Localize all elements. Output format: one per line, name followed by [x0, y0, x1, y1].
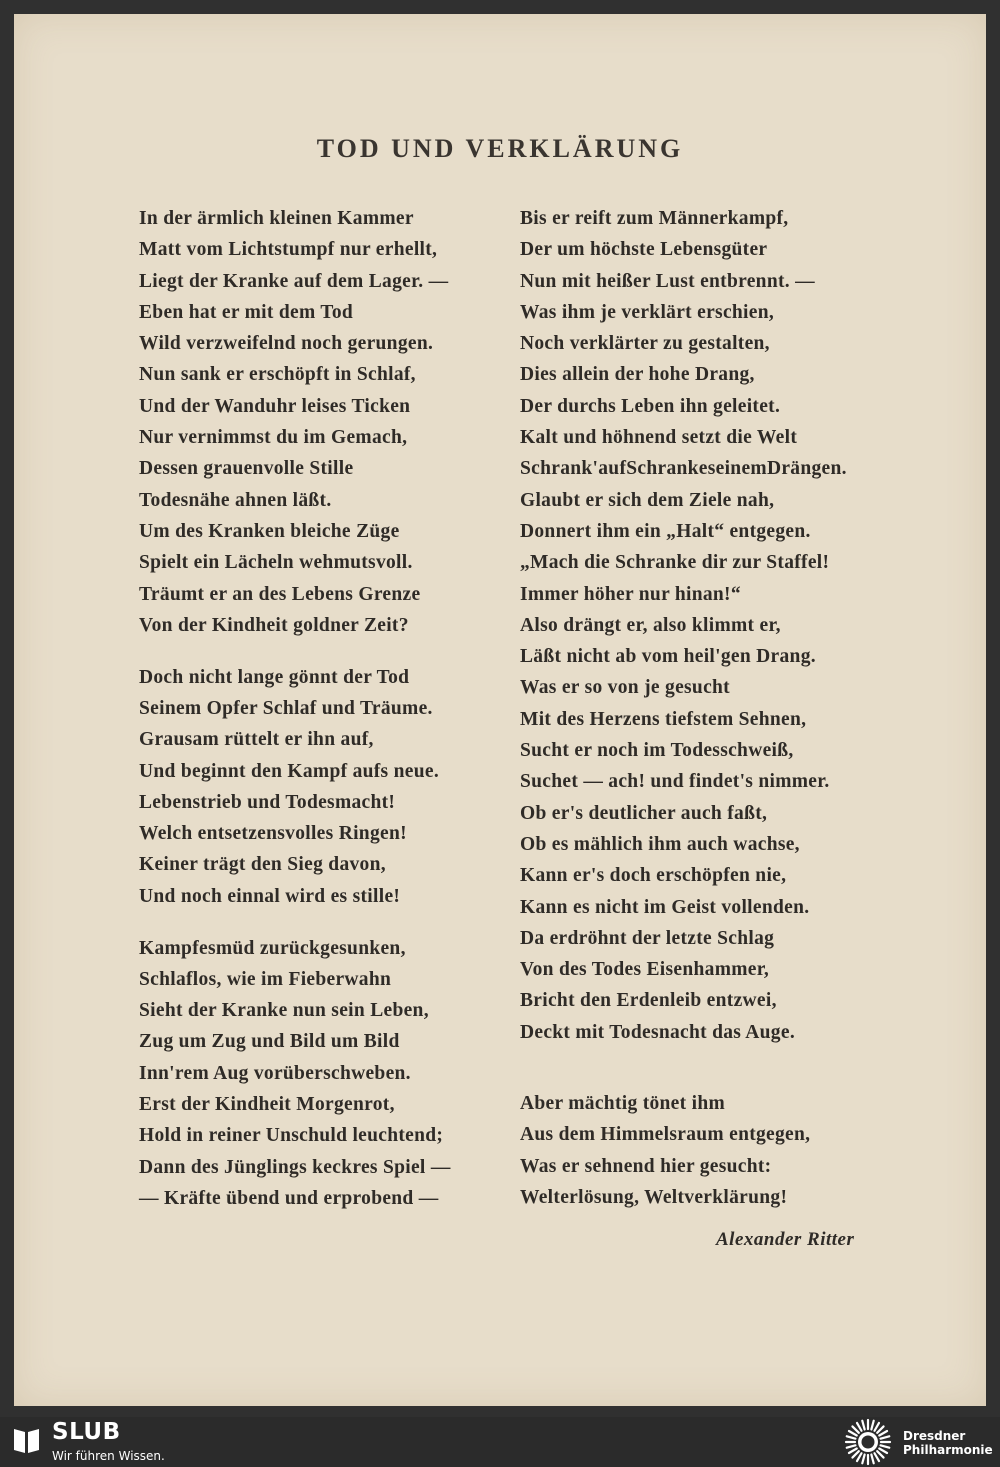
- slub-tagline: Wir führen Wissen.: [52, 1449, 165, 1463]
- poem-line: Da erdröhnt der letzte Schlag: [520, 927, 775, 949]
- sunburst-ray: [877, 1451, 883, 1457]
- poem-line: Todesnähe ahnen läßt.: [139, 489, 332, 511]
- poem-line: Der um höchste Lebensgüter: [520, 239, 768, 261]
- footer-bar: [0, 1417, 1000, 1467]
- slub-book-icon[interactable]: [12, 1425, 42, 1455]
- poem-line: Erst der Kindheit Morgenrot,: [139, 1094, 395, 1116]
- poem-line: Donnert ihm ein „Halt“ entgegen.: [520, 520, 811, 542]
- stanza-gap: [139, 912, 451, 933]
- poem-line: Von der Kindheit goldner Zeit?: [139, 614, 409, 636]
- poem-line: Aus dem Himmelsraum entgegen,: [520, 1124, 811, 1146]
- sunburst-ray: [875, 1453, 880, 1461]
- sunburst-ray: [852, 1451, 858, 1457]
- poem-line: Läßt nicht ab vom heil'gen Drang.: [520, 646, 816, 668]
- poem-line: Doch nicht lange gönnt der Tod: [139, 666, 410, 688]
- poem-line: Matt vom Lichtstumpf nur erhellt,: [139, 239, 438, 261]
- stanza-gap: [520, 1048, 847, 1088]
- poem-line: Dies allein der hohe Drang,: [520, 364, 755, 386]
- poem-line: Liegt der Kranke auf dem Lager. —: [139, 270, 449, 292]
- poem-line: Welch entsetzensvolles Ringen!: [139, 823, 407, 845]
- poem-line: Hold in reiner Unschuld leuchtend;: [139, 1125, 444, 1147]
- poem-line: Dann des Jünglings keckres Spiel —: [139, 1156, 451, 1178]
- sunburst-ray: [881, 1445, 890, 1447]
- poem-line: Kampfesmüd zurückgesunken,: [139, 937, 406, 959]
- sunburst-ray: [852, 1426, 858, 1432]
- sunburst-ray: [875, 1423, 880, 1431]
- poem-line: Sucht er noch im Todesschweiß,: [520, 740, 794, 762]
- poem-line: Wild verzweifelnd noch gerungen.: [139, 333, 434, 355]
- sunburst-ray: [871, 1455, 873, 1464]
- poem-line: Und noch einnal wird es stille!: [139, 885, 401, 907]
- philharmonie-name-line: Philharmonie: [903, 1443, 993, 1457]
- poem-line: Um des Kranken bleiche Züge: [139, 520, 400, 542]
- poem-line: Ob er's deutlicher auch faßt,: [520, 802, 768, 824]
- poem-line: Immer höher nur hinan!“: [520, 583, 741, 605]
- poem-line: Was er so von je gesucht: [520, 677, 730, 699]
- sunburst-ray: [857, 1453, 862, 1461]
- poem-line: Welterlösung, Weltverklärung!: [520, 1186, 788, 1208]
- poem-line: Nun sank er erschöpft in Schlaf,: [139, 364, 416, 386]
- poem-line: Glaubt er sich dem Ziele nah,: [520, 489, 775, 511]
- poem-line: Von des Todes Eisenhammer,: [520, 959, 770, 981]
- philharmonie-sunburst-icon[interactable]: [842, 1417, 894, 1467]
- stanza: [139, 662, 451, 912]
- poem-line: Sieht der Kranke nun sein Leben,: [139, 1000, 429, 1022]
- sunburst-ray: [877, 1426, 883, 1432]
- sunburst-ray: [847, 1445, 856, 1447]
- poem-line: Kann er's doch erschöpfen nie,: [520, 865, 787, 887]
- sunburst-ray: [881, 1436, 890, 1438]
- poem-line: „Mach die Schranke dir zur Staffel!: [520, 552, 830, 574]
- poem-line: — Kräfte übend und erprobend —: [139, 1187, 439, 1209]
- poem-line: Bis er reift zum Männerkampf,: [520, 208, 789, 229]
- poem-line: Keiner trägt den Sieg davon,: [139, 854, 386, 876]
- poem-line: Nur vernimmst du im Gemach,: [139, 427, 408, 449]
- poem-line: Mit des Herzens tiefstem Sehnen,: [520, 708, 807, 730]
- sunburst-ray: [879, 1431, 887, 1436]
- sunburst-ray: [871, 1421, 873, 1430]
- poem-line: Und der Wanduhr leises Ticken: [139, 395, 411, 417]
- philharmonie-name-line: Dresdner: [903, 1429, 966, 1443]
- stanza: [139, 203, 451, 641]
- poem-line: Und beginnt den Kampf aufs neue.: [139, 760, 439, 782]
- poem-line: Kann es nicht im Geist vollenden.: [520, 896, 810, 918]
- poem-line: Also drängt er, also klimmt er,: [520, 614, 781, 636]
- stanza-gap: [139, 641, 451, 662]
- poem-line: Seinem Opfer Schlaf und Träume.: [139, 697, 433, 719]
- poem-line: Nun mit heißer Lust entbrennt. —: [520, 270, 815, 292]
- poem-line: Noch verklärter zu gestalten,: [520, 333, 770, 355]
- poem-line: In der ärmlich kleinen Kammer: [139, 208, 414, 229]
- poem-line: Was ihm je verklärt erschien,: [520, 301, 775, 323]
- poem-line: Schlaflos, wie im Fieberwahn: [139, 968, 392, 990]
- poem-left-column: [139, 203, 451, 1214]
- slub-logo-text[interactable]: SLUB: [52, 1419, 121, 1445]
- poem-line: Träumt er an des Lebens Grenze: [139, 583, 421, 605]
- sunburst-ray: [847, 1436, 856, 1438]
- stanza: [520, 203, 847, 1048]
- poem-line: Was er sehnend hier gesucht:: [520, 1155, 772, 1177]
- poem-line: Ob es mählich ihm auch wachse,: [520, 833, 800, 855]
- philharmonie-name[interactable]: [903, 1429, 993, 1457]
- poem-line: Lebenstrieb und Todesmacht!: [139, 791, 396, 813]
- poem-right-column: [520, 203, 847, 1213]
- sunburst-ray: [849, 1449, 857, 1454]
- poem-line: Schrank'aufSchrankeseinemDrängen.: [520, 458, 847, 480]
- poem-line: Kalt und höhnend setzt die Welt: [520, 427, 798, 449]
- poem-line: Deckt mit Todesnacht das Auge.: [520, 1021, 795, 1043]
- poem-line: Grausam rüttelt er ihn auf,: [139, 729, 374, 751]
- sunburst-ray: [849, 1431, 857, 1436]
- sunburst-ray: [879, 1449, 887, 1454]
- poem-title: TOD UND VERKLÄRUNG: [316, 134, 684, 163]
- poem-line: Eben hat er mit dem Tod: [139, 301, 354, 323]
- sunburst-ray: [862, 1421, 864, 1430]
- poem-line: Bricht den Erdenleib entzwei,: [520, 990, 777, 1012]
- sunburst-ray: [862, 1455, 864, 1464]
- sunburst-ray: [857, 1423, 862, 1431]
- poem-line: Aber mächtig tönet ihm: [520, 1093, 726, 1115]
- poem-line: Zug um Zug und Bild um Bild: [139, 1031, 400, 1053]
- poem-line: Der durchs Leben ihn geleitet.: [520, 395, 781, 417]
- poem-line: Inn'rem Aug vorüberschweben.: [139, 1062, 411, 1084]
- poem-line: Spielt ein Lächeln wehmutsvoll.: [139, 552, 413, 574]
- stanza: [139, 933, 451, 1215]
- poem-author: Alexander Ritter: [716, 1229, 855, 1250]
- poem-line: Suchet — ach! und findet's nimmer.: [520, 771, 830, 793]
- poem-line: Dessen grauenvolle Stille: [139, 458, 354, 480]
- stanza: [520, 1088, 847, 1213]
